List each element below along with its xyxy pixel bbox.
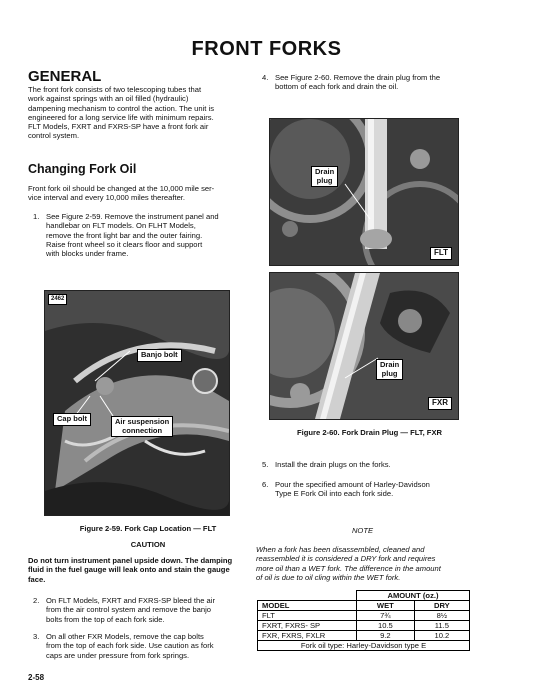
text-line: On all other FXR Models, remove the cap bolts bbox=[46, 632, 204, 641]
text-line: engineered for a long service life with minimum repairs. bbox=[28, 112, 214, 122]
step-body bbox=[275, 460, 391, 469]
table-corner-cell bbox=[258, 591, 357, 601]
dry-cell: 8½ bbox=[414, 611, 469, 621]
text-line: See Figure 2-59. Remove the instrument panel and bbox=[46, 212, 219, 221]
text-line: work against springs with an oil filled (hydraulic) bbox=[28, 94, 189, 104]
callout-drain-plug-flt bbox=[311, 166, 338, 187]
note-text bbox=[256, 545, 486, 582]
step-4 bbox=[262, 73, 502, 93]
oil-amount-table bbox=[257, 590, 470, 651]
col-wet-header: WET bbox=[357, 601, 415, 611]
table-row bbox=[258, 631, 470, 641]
callout-line: connection bbox=[122, 425, 163, 435]
oil-type-footer: Fork oil type: Harley-Davidson type E bbox=[258, 641, 470, 651]
step-body bbox=[46, 212, 219, 258]
text-line: Install the drain plugs on the forks. bbox=[275, 460, 391, 469]
text-line: reassembled it is considered a DRY fork and requires bbox=[256, 554, 436, 564]
text-line: remove the front light bar and the outer fairing. bbox=[46, 230, 203, 240]
callout-line: Drain bbox=[380, 360, 400, 369]
label-flt: FLT bbox=[430, 247, 452, 260]
text-line: control system. bbox=[28, 131, 80, 141]
dry-cell: 10.2 bbox=[414, 631, 469, 641]
wet-cell: 7¾ bbox=[357, 611, 415, 621]
text-line: When a fork has been disassembled, cleaned and bbox=[256, 545, 425, 554]
general-paragraph bbox=[28, 85, 258, 141]
step-2 bbox=[33, 596, 268, 626]
step-body bbox=[46, 632, 214, 660]
amount-header: AMOUNT (oz.) bbox=[357, 591, 470, 601]
table-footer-row bbox=[258, 641, 470, 651]
text-line: handlebar on FLT models. On FLHT Models, bbox=[46, 221, 196, 231]
text-line: with blocks under frame. bbox=[46, 249, 129, 259]
text-line: face. bbox=[28, 574, 46, 584]
callout-line: plug bbox=[316, 175, 333, 185]
wet-cell: 10.5 bbox=[357, 621, 415, 631]
model-cell: FLT bbox=[258, 611, 357, 621]
caution-text bbox=[28, 556, 268, 584]
label-fxr: FXR bbox=[428, 397, 452, 410]
text-line: Raise front wheel so it clears floor and support bbox=[46, 239, 203, 249]
figure-2-59-photo bbox=[44, 290, 230, 516]
callout-drain-plug-fxr bbox=[376, 359, 403, 380]
text-line: more oil than a WET fork. The difference in the amount bbox=[256, 563, 441, 573]
section-heading-general: GENERAL bbox=[28, 68, 102, 85]
photo-tag: 2462 bbox=[48, 294, 67, 305]
intro-paragraph bbox=[28, 184, 263, 203]
text-line: Type E Fork Oil into each fork side. bbox=[275, 489, 394, 499]
figure-2-60-caption: Figure 2-60. Fork Drain Plug — FLT, FXR bbox=[297, 428, 442, 437]
step-number: 3. bbox=[33, 632, 40, 641]
step-body bbox=[275, 73, 440, 92]
callout-air-suspension bbox=[111, 416, 173, 437]
table-row bbox=[258, 611, 470, 621]
step-number: 5. bbox=[262, 460, 269, 469]
step-number: 4. bbox=[262, 73, 269, 82]
text-line: dampening mechanism to control the action. The unit is bbox=[28, 103, 215, 113]
step-1 bbox=[33, 212, 268, 262]
text-line: caps are under pressure from fork springs. bbox=[46, 650, 190, 660]
text-line: FLT Models, FXRT and FXRS-SP have a front fork air bbox=[28, 122, 209, 132]
figure-2-60-flt-photo bbox=[269, 118, 459, 266]
col-model-header: MODEL bbox=[258, 601, 357, 611]
caution-heading: CAUTION bbox=[130, 540, 166, 549]
page-title: FRONT FORKS bbox=[191, 38, 342, 60]
text-line: vice interval and every 10,000 miles thereafter. bbox=[28, 193, 186, 203]
text-line: bottom of each fork and drain the oil. bbox=[275, 82, 399, 92]
drain-plug-flt-illustration bbox=[270, 119, 458, 265]
text-line: Front fork oil should be changed at the 10,000 mile ser- bbox=[28, 184, 215, 193]
text-line: from the air control system and remove the banjo bbox=[46, 605, 212, 615]
text-line: fluid in the fuel gauge will leak onto and stain the gauge bbox=[28, 565, 230, 575]
dry-cell: 11.5 bbox=[414, 621, 469, 631]
step-body bbox=[275, 480, 430, 499]
page-number: 2-58 bbox=[28, 673, 45, 682]
table-header-row bbox=[258, 591, 470, 601]
text-line: On FLT Models, FXRT and FXRS-SP bleed the air bbox=[46, 596, 215, 605]
text-line: Do not turn instrument panel upside down. The damping bbox=[28, 556, 233, 565]
callout-banjo-bolt: Banjo bolt bbox=[137, 349, 182, 362]
fork-cap-photo-illustration bbox=[45, 291, 229, 515]
text-line: bolts from the top of each fork side. bbox=[46, 614, 165, 624]
section-heading-changing-fork-oil: Changing Fork Oil bbox=[28, 162, 137, 176]
text-line: See Figure 2-60. Remove the drain plug from the bbox=[275, 73, 441, 82]
figure-2-60-fxr-photo bbox=[269, 272, 459, 420]
step-5 bbox=[262, 460, 502, 470]
text-line: Pour the specified amount of Harley-Davidson bbox=[275, 480, 430, 489]
note-heading: NOTE bbox=[351, 526, 374, 535]
text-line: from the top of each fork side. Use caution as fork bbox=[46, 641, 214, 651]
step-number: 1. bbox=[33, 212, 40, 221]
model-cell: FXR, FXRS, FXLR bbox=[258, 631, 357, 641]
step-number: 6. bbox=[262, 480, 269, 489]
step-3 bbox=[33, 632, 268, 662]
wet-cell: 9.2 bbox=[357, 631, 415, 641]
col-dry-header: DRY bbox=[414, 601, 469, 611]
text-line: The front fork consists of two telescoping tubes that bbox=[28, 85, 202, 94]
callout-line: Air suspension bbox=[115, 417, 170, 426]
callout-line: Drain bbox=[315, 167, 335, 176]
step-body bbox=[46, 596, 215, 624]
table-row bbox=[258, 621, 470, 631]
figure-2-59-caption: Figure 2-59. Fork Cap Location — FLT bbox=[79, 524, 217, 533]
callout-line: plug bbox=[381, 368, 398, 378]
callout-cap-bolt: Cap bolt bbox=[53, 413, 91, 426]
model-cell: FXRT, FXRS- SP bbox=[258, 621, 357, 631]
step-number: 2. bbox=[33, 596, 40, 605]
text-line: of oil is due to oil cling within the WET fork. bbox=[256, 572, 401, 582]
step-6 bbox=[262, 480, 502, 500]
table-column-header-row bbox=[258, 601, 470, 611]
